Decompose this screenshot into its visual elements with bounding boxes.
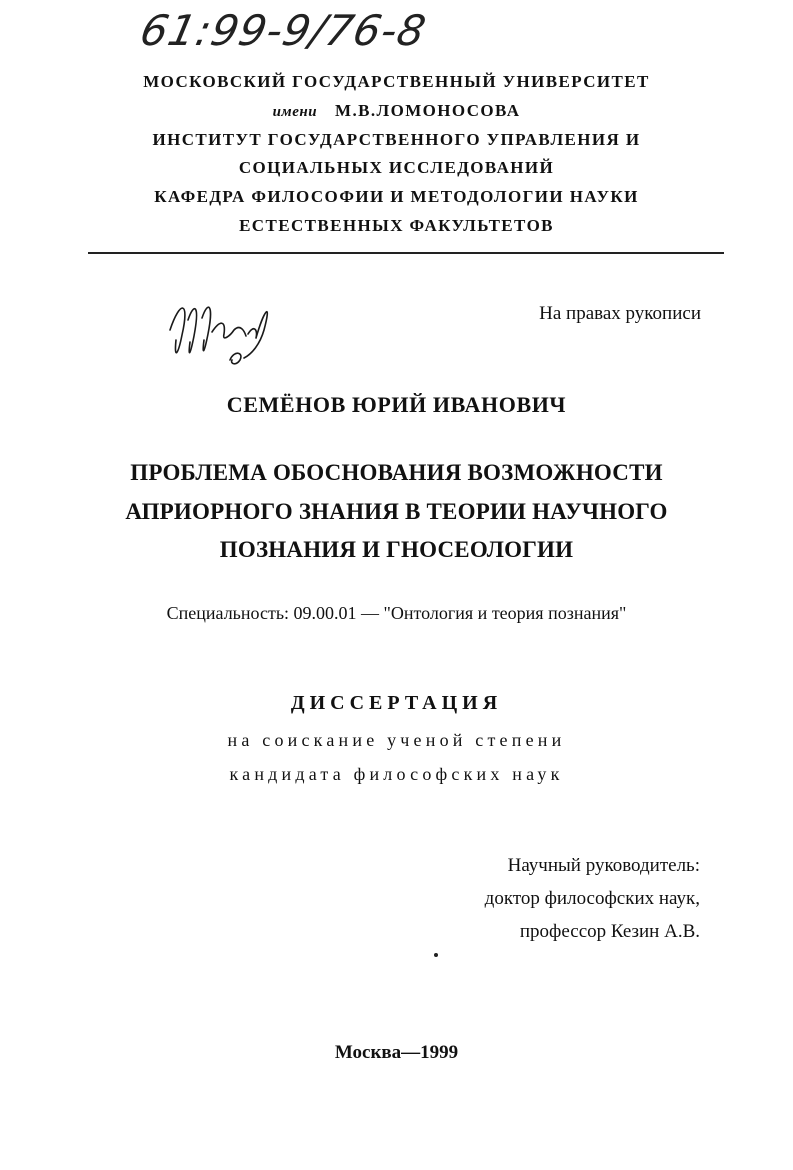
university-imeni	[0, 101, 793, 121]
handwritten-signature	[160, 290, 280, 370]
author-name: СЕМЁНОВ ЮРИЙ ИВАНОВИЧ	[226, 392, 567, 417]
specialty: Специальность: 09.00.01 — "Онтология и теория познания"	[166, 603, 627, 623]
archive-number-handwritten: 61:99-9/76-8	[135, 6, 431, 55]
degree-line-2: кандидата философских наук	[229, 764, 564, 784]
dissertation-heading: ДИССЕРТАЦИЯ	[290, 692, 503, 714]
imeni-name: М.В.ЛОМОНОСОВА	[335, 101, 521, 120]
department-line-2: ЕСТЕСТВЕННЫХ ФАКУЛЬТЕТОВ	[239, 216, 554, 235]
manuscript-rights: На правах рукописи	[539, 303, 701, 324]
thesis-title-line-2: АПРИОРНОГО ЗНАНИЯ В ТЕОРИИ НАУЧНОГО	[125, 499, 668, 524]
university-name: МОСКОВСКИЙ ГОСУДАРСТВЕННЫЙ УНИВЕРСИТЕТ	[143, 72, 650, 91]
header-divider	[88, 252, 724, 254]
institute-line-1: ИНСТИТУТ ГОСУДАРСТВЕННОГО УПРАВЛЕНИЯ И	[152, 130, 641, 149]
thesis-title-line-1: ПРОБЛЕМА ОБОСНОВАНИЯ ВОЗМОЖНОСТИ	[130, 460, 663, 485]
stray-dot	[434, 953, 438, 957]
advisor-role: Научный руководитель:	[507, 855, 700, 876]
advisor-name: профессор Кезин А.В.	[519, 921, 700, 942]
institute-line-2: СОЦИАЛЬНЫХ ИССЛЕДОВАНИЙ	[238, 158, 555, 177]
degree-line-1: на соискание ученой степени	[227, 730, 566, 750]
department-line-1: КАФЕДРА ФИЛОСОФИИ И МЕТОДОЛОГИИ НАУКИ	[154, 187, 639, 206]
imeni-label: имени	[272, 104, 318, 120]
advisor-degree: доктор философских наук,	[484, 888, 700, 909]
city-year: Москва—1999	[334, 1042, 459, 1063]
thesis-title-line-3: ПОЗНАНИЯ И ГНОСЕОЛОГИИ	[219, 537, 574, 562]
